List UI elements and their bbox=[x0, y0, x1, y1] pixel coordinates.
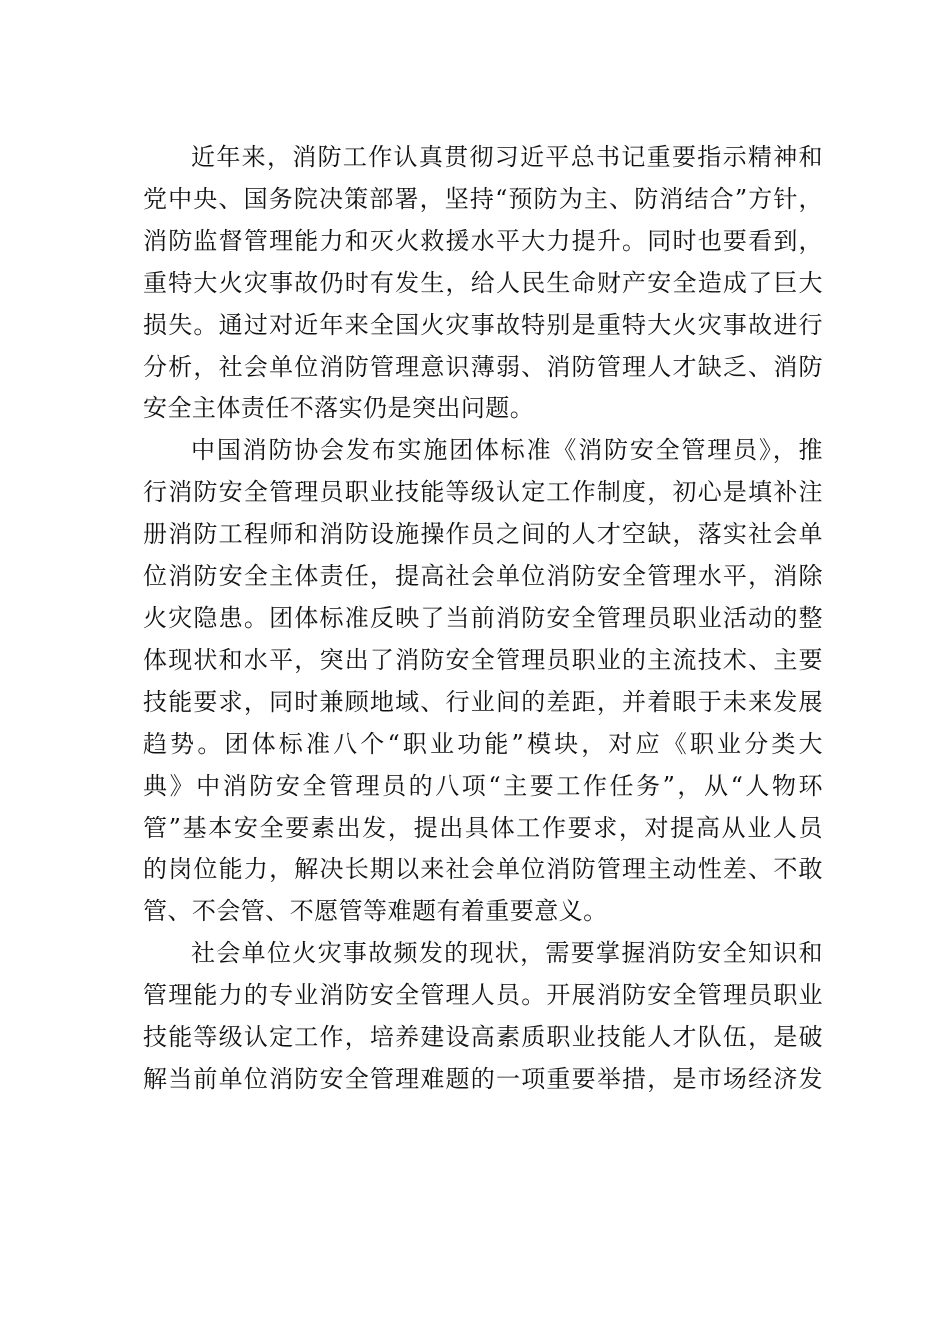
text-line: 技能等级认定工作，培养建设高素质职业技能人才队伍，是破 bbox=[143, 1023, 823, 1052]
text-line: 典》中消防安全管理员的八项“主要工作任务”，从“人物环 bbox=[143, 771, 823, 800]
text-line: 近年来，消防工作认真贯彻习近平总书记重要指示精神和 bbox=[191, 143, 823, 171]
text-line: 行消防安全管理员职业技能等级认定工作制度，初心是填补注 bbox=[143, 478, 823, 507]
text-line: 中国消防协会发布实施团体标准《消防安全管理员》，推 bbox=[191, 436, 823, 465]
document-body bbox=[143, 137, 823, 1101]
text-line: 技能要求，同时兼顾地域、行业间的差距，并着眼于未来发展 bbox=[143, 687, 823, 716]
text-line: 管”基本安全要素出发，提出具体工作要求，对提高从业人员 bbox=[143, 813, 823, 842]
text-line: 消防监督管理能力和灭火救援水平大力提升。同时也要看到， bbox=[143, 226, 823, 255]
text-line: 分析，社会单位消防管理意识薄弱、消防管理人才缺乏、消防 bbox=[143, 352, 823, 381]
text-line: 安全主体责任不落实仍是突出问题。 bbox=[143, 394, 535, 423]
text-line: 册消防工程师和消防设施操作员之间的人才空缺，落实社会单 bbox=[143, 520, 823, 549]
text-line: 位消防安全主体责任，提高社会单位消防安全管理水平，消除 bbox=[143, 562, 823, 591]
text-line: 趋势。团体标准八个“职业功能”模块，对应《职业分类大 bbox=[143, 729, 823, 758]
text-line: 解当前单位消防安全管理难题的一项重要举措，是市场经济发 bbox=[143, 1064, 823, 1093]
text-line: 管、不会管、不愿管等难题有着重要意义。 bbox=[143, 897, 608, 926]
paragraph-1 bbox=[143, 137, 823, 430]
text-line: 损失。通过对近年来全国火灾事故特别是重特大火灾事故进行 bbox=[143, 310, 823, 339]
text-line: 管理能力的专业消防安全管理人员。开展消防安全管理员职业 bbox=[143, 981, 823, 1010]
text-line: 的岗位能力，解决长期以来社会单位消防管理主动性差、不敢 bbox=[143, 855, 823, 884]
text-line: 党中央、国务院决策部署，坚持“预防为主、防消结合”方针， bbox=[143, 184, 823, 213]
text-line: 火灾隐患。团体标准反映了当前消防安全管理员职业活动的整 bbox=[143, 603, 823, 632]
text-line: 体现状和水平，突出了消防安全管理员职业的主流技术、主要 bbox=[143, 645, 823, 674]
paragraph-3 bbox=[143, 933, 823, 1101]
paragraph-2 bbox=[143, 430, 823, 933]
text-line: 重特大火灾事故仍时有发生，给人民生命财产安全造成了巨大 bbox=[143, 268, 823, 297]
text-line: 社会单位火灾事故频发的现状，需要掌握消防安全知识和 bbox=[191, 939, 823, 968]
